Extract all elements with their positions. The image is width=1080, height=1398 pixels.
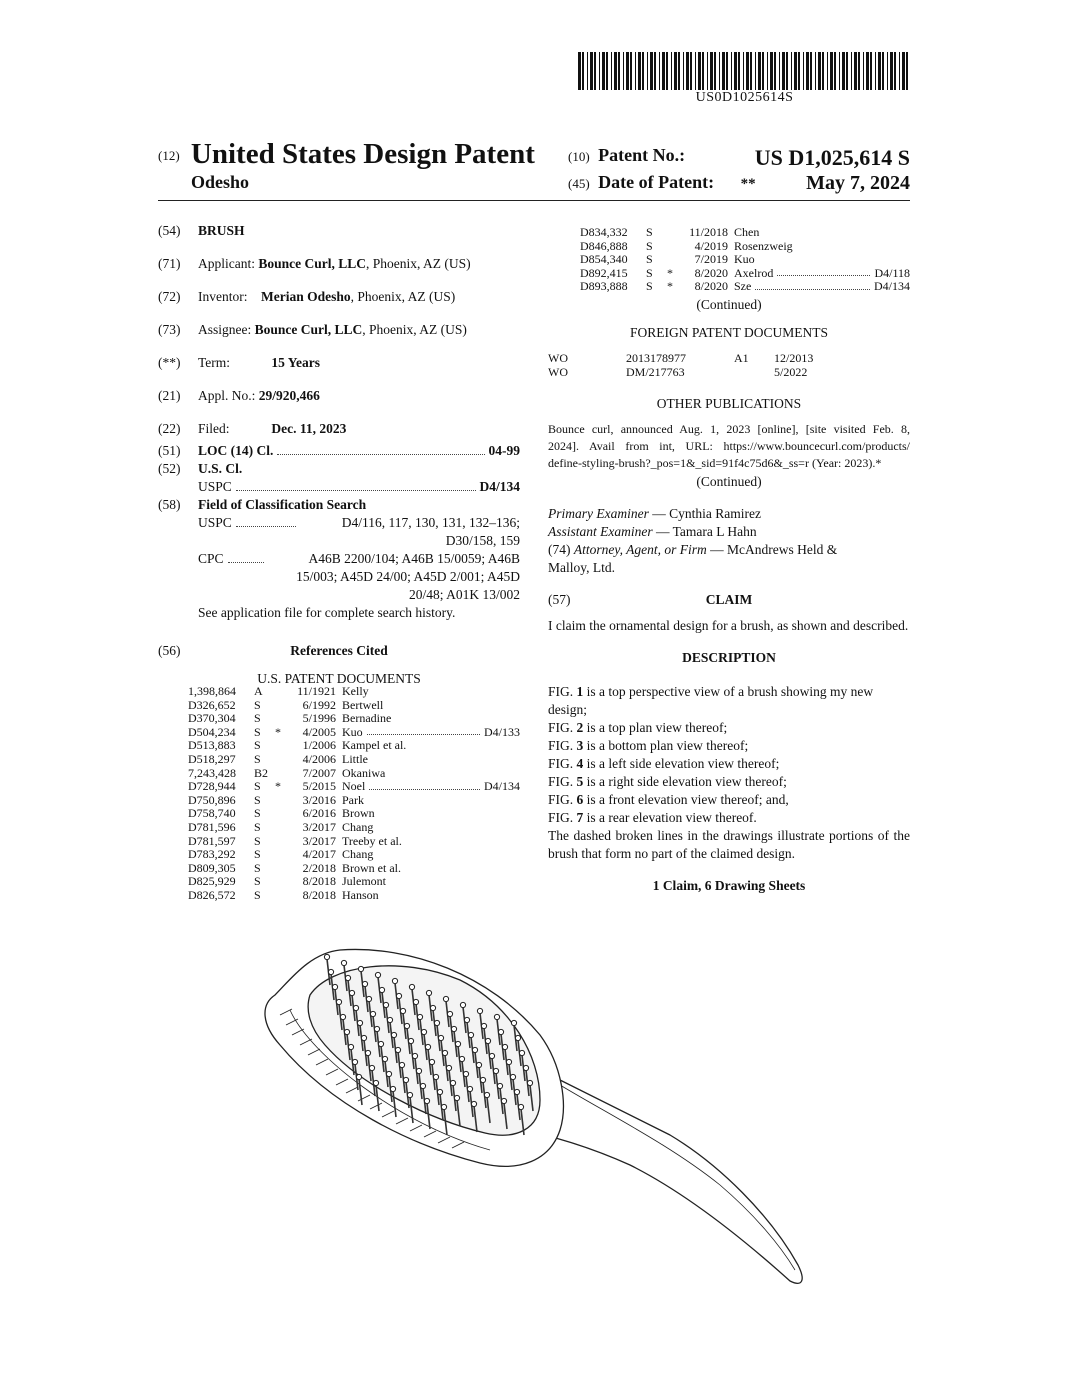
ref-name: Kampel et al. (342, 738, 407, 753)
attorney-firm: Malloy, Ltd. (548, 560, 615, 576)
field-assignee: (73) Assignee: Bounce Curl, LLC, Phoenix, AZ (US) (158, 322, 467, 337)
ref-star (272, 794, 284, 808)
ref-date: 3/2017 (302, 819, 336, 834)
figure-description: FIG. 6 is a front elevation view thereof; and, (548, 792, 789, 808)
ref-date: 11/2018 (689, 225, 728, 239)
ref-kind: S (646, 238, 653, 253)
ref-date: 7/2007 (302, 765, 336, 780)
ref-kind: A (254, 684, 263, 698)
reference-row (188, 726, 520, 740)
ref-kind: S (254, 751, 261, 766)
reference-row (188, 821, 520, 835)
ref-name: Okaniwa (342, 765, 386, 780)
ref-star: * (275, 724, 281, 739)
ref-number: D781,597 (188, 833, 236, 848)
ref-number: D854,340 (580, 252, 628, 267)
ref-name: Little (342, 751, 368, 766)
ref-star: * (667, 265, 673, 280)
ref-star (272, 699, 284, 713)
ref-star (272, 685, 284, 699)
foreign-docs-heading: FOREIGN PATENT DOCUMENTS (629, 324, 829, 340)
ref-name: Bertwell (342, 697, 384, 712)
figure-description: FIG. 1 is a top perspective view of a brush showing my new design; (548, 684, 874, 718)
ref-date: 5/2015 (302, 779, 336, 794)
ref-name: Kuo (342, 724, 363, 739)
ref-date: 8/2020 (694, 279, 728, 294)
ref-number: D728,944 (188, 779, 236, 794)
patent-date: May 7, 2024 (806, 172, 910, 194)
reference-row (188, 794, 520, 808)
barcode (578, 52, 911, 90)
brush-drawing (250, 925, 820, 1295)
ref-star (272, 875, 284, 889)
patent-number: US D1,025,614 S (754, 145, 910, 170)
ref-star (272, 821, 284, 835)
ref-number: D893,888 (580, 279, 628, 294)
ref-class: D4/134 (874, 279, 910, 294)
us-patent-references-right (548, 226, 910, 294)
ref-name: Brown (342, 806, 375, 821)
ref-kind: S (254, 874, 261, 889)
ref-star (272, 712, 284, 726)
reference-row (580, 280, 910, 294)
primary-examiner: Primary Examiner — Cynthia Ramirez (548, 506, 761, 522)
ref-name: Axelrod (734, 265, 774, 280)
ref-number: D518,297 (188, 751, 236, 766)
ref-class: D4/133 (484, 724, 520, 739)
ref-number: D504,234 (188, 724, 236, 739)
ref-number: D826,572 (188, 887, 236, 902)
ref-kind: S (254, 887, 261, 902)
ref-kind: S (254, 847, 261, 862)
ref-number: D825,929 (188, 874, 236, 889)
other-pubs-continued: (Continued) (696, 474, 762, 490)
reference-row (188, 848, 520, 862)
ref-star (664, 226, 676, 240)
inventor-surname: Odesho (191, 172, 250, 192)
reference-row (580, 253, 910, 267)
ref-name: Chen (734, 225, 760, 239)
ref-number: D326,652 (188, 697, 236, 712)
ref-number: D783,292 (188, 847, 236, 862)
ref-kind: S (646, 279, 653, 294)
title-code: (12) (158, 148, 180, 163)
reference-row (188, 685, 520, 699)
field-applicant: (71) Applicant: Bounce Curl, LLC, Phoenix, AZ (US) (158, 256, 471, 271)
title-text: United States Design Patent (190, 138, 535, 170)
foreign-doc-row: WO 2013178977 A1 12/2013 (548, 350, 814, 365)
bibliographic-fields (158, 222, 520, 688)
ref-class: D4/134 (484, 779, 520, 794)
reference-row (188, 699, 520, 713)
field-search: (58) Field of Classification Search USPC D4/116, 117, 130, 131, 132–136; D30/158, 159 CPC A46B 2200/104; A46B 15/0059; A46B 15/003; A45D 24/00; A45D 2/001; A45D 20/48; A01K 13/002 See application file for complete search history. (158, 497, 520, 620)
ref-star (272, 889, 284, 903)
foreign-doc-row: WO DM/217763 5/2022 (548, 364, 808, 379)
ref-date: 3/2017 (302, 833, 336, 848)
reference-row (188, 835, 520, 849)
ref-kind: S (254, 779, 261, 794)
us-patent-references-left (188, 685, 520, 903)
ref-kind: S (254, 819, 261, 834)
ref-number: D892,415 (580, 265, 628, 280)
ref-date: 7/2019 (694, 252, 728, 267)
figure-description: FIG. 7 is a rear elevation view thereof. (548, 810, 757, 826)
ref-name: Park (342, 792, 364, 807)
ref-kind: S (254, 860, 261, 875)
field-filed: (22) Filed: Dec. 11, 2023 (158, 421, 347, 436)
reference-row (188, 712, 520, 726)
date-marker: ** (740, 176, 756, 192)
field-us-cl: (52) U.S. Cl. USPC D4/134 (158, 461, 520, 494)
ref-name: Kuo (734, 252, 755, 267)
ref-star (272, 753, 284, 767)
ref-date: 4/2017 (302, 847, 336, 862)
ref-name: Julemont (342, 874, 386, 889)
ref-date: 5/1996 (302, 711, 336, 726)
ref-star: * (275, 779, 281, 794)
ref-number: D513,883 (188, 738, 236, 753)
reference-row (188, 862, 520, 876)
ref-kind: S (646, 265, 653, 280)
ref-date: 6/2016 (302, 806, 336, 821)
ref-kind: S (646, 225, 653, 239)
reference-row (188, 889, 520, 903)
reference-row (188, 807, 520, 821)
description-heading: DESCRIPTION (682, 650, 776, 666)
ref-date: 11/1921 (297, 684, 336, 698)
ref-number: D758,740 (188, 806, 236, 821)
reference-row (188, 739, 520, 753)
ref-kind: B2 (254, 765, 269, 780)
ref-star (272, 862, 284, 876)
ref-star (272, 835, 284, 849)
figure-description: FIG. 4 is a left side elevation view thereof; (548, 756, 780, 772)
ref-class: D4/118 (874, 265, 910, 280)
reference-row (188, 875, 520, 889)
ref-star (664, 240, 676, 254)
ref-date: 4/2019 (694, 238, 728, 253)
reference-row (580, 267, 910, 281)
ref-kind: S (254, 738, 261, 753)
right-column (548, 226, 910, 895)
field-inventor: (72) Inventor: Merian Odesho, Phoenix, AZ (US) (158, 289, 456, 304)
reference-row (188, 753, 520, 767)
ref-star (272, 739, 284, 753)
ref-name: Chang (342, 819, 374, 834)
claim-heading-row: (57) CLAIM (548, 591, 910, 609)
ref-date: 6/1992 (302, 697, 336, 712)
ref-date: 2/2018 (302, 860, 336, 875)
reference-row (188, 767, 520, 781)
ref-name: Sze (734, 279, 752, 294)
reference-row (188, 780, 520, 794)
figure-description: FIG. 5 is a right side elevation view thereof; (548, 774, 787, 790)
ref-date: 4/2005 (302, 724, 336, 739)
claims-summary: 1 Claim, 6 Drawing Sheets (652, 878, 806, 894)
patent-no-label: Patent No.: (598, 145, 686, 165)
ref-number: 1,398,864 (188, 684, 236, 698)
ref-date: 4/2006 (302, 751, 336, 766)
ref-number: D846,888 (580, 238, 628, 253)
date-line (568, 172, 910, 195)
ref-star (272, 807, 284, 821)
figure-description: FIG. 2 is a top plan view thereof; (548, 720, 728, 736)
field-references: (56) References Cited (158, 643, 388, 658)
ref-name: Treeby et al. (342, 833, 402, 848)
ref-name: Chang (342, 847, 374, 862)
other-pubs-text: Bounce curl, announced Aug. 1, 2023 [online], [site visited Feb. 8, 2024]. Avail from int, URL: https://www.bouncecurl.com/products/ define-styling-brush?_pos=1&_sid=91f4c75d6&_ss=r (Year: 2023).* (548, 422, 910, 471)
claim-heading: CLAIM (705, 592, 753, 608)
other-pubs-heading: OTHER PUBLICATIONS (656, 396, 802, 412)
patent-number-line (568, 145, 910, 171)
ref-name: Hanson (342, 887, 379, 902)
ref-star (272, 848, 284, 862)
claim-text: I claim the ornamental design for a brush, as shown and described. (548, 618, 909, 634)
foreign-docs-list (548, 352, 910, 379)
date-code: (45) (568, 176, 590, 191)
ref-number: D750,896 (188, 792, 236, 807)
ref-name: Brown et al. (342, 860, 401, 875)
reference-row (580, 226, 910, 240)
ref-number: D370,304 (188, 711, 236, 726)
attorney: (74) Attorney, Agent, or Firm — McAndrews Held & (548, 542, 838, 558)
ref-date: 8/2018 (302, 887, 336, 902)
ref-kind: S (254, 724, 261, 739)
ref-date: 3/2016 (302, 792, 336, 807)
ref-date: 8/2020 (694, 265, 728, 280)
ref-star: * (667, 279, 673, 294)
figure-list (548, 683, 910, 827)
header-rule (158, 200, 910, 201)
ref-name: Noel (342, 779, 366, 794)
field-appl-no: (21) Appl. No.: 29/920,466 (158, 388, 320, 403)
ref-name: Bernadine (342, 711, 392, 726)
ref-kind: S (646, 252, 653, 267)
us-patent-docs-heading: U.S. PATENT DOCUMENTS (257, 671, 421, 686)
patent-title-heading (158, 138, 535, 171)
ref-star (664, 253, 676, 267)
ref-number: 7,243,428 (188, 765, 236, 780)
ref-kind: S (254, 697, 261, 712)
ref-number: D809,305 (188, 860, 236, 875)
ref-date: 8/2018 (302, 874, 336, 889)
ref-kind: S (254, 792, 261, 807)
ref-number: D834,332 (580, 225, 628, 239)
field-loc: (51) LOC (14) Cl. 04-99 (158, 443, 520, 458)
ref-date: 1/2006 (302, 738, 336, 753)
ref-kind: S (254, 711, 261, 726)
field-term: (**) Term: 15 Years (158, 355, 320, 370)
patent-no-code: (10) (568, 149, 590, 164)
figure-description: FIG. 3 is a bottom plan view thereof; (548, 738, 749, 754)
barcode-number: US0D1025614S (695, 90, 794, 105)
ref-kind: S (254, 806, 261, 821)
description-note: The dashed broken lines in the drawings illustrate portions of the brush that form no part of the claimed design. (548, 828, 910, 862)
reference-row (580, 240, 910, 254)
field-title: (54) BRUSH (158, 223, 245, 238)
ref-name: Rosenzweig (734, 238, 793, 253)
assistant-examiner: Assistant Examiner — Tamara L Hahn (548, 524, 757, 540)
ref-kind: S (254, 833, 261, 848)
ref-star (272, 767, 284, 781)
ref-number: D781,596 (188, 819, 236, 834)
refs-continued: (Continued) (696, 296, 762, 312)
ref-name: Kelly (342, 684, 369, 698)
date-label: Date of Patent: (598, 172, 715, 192)
